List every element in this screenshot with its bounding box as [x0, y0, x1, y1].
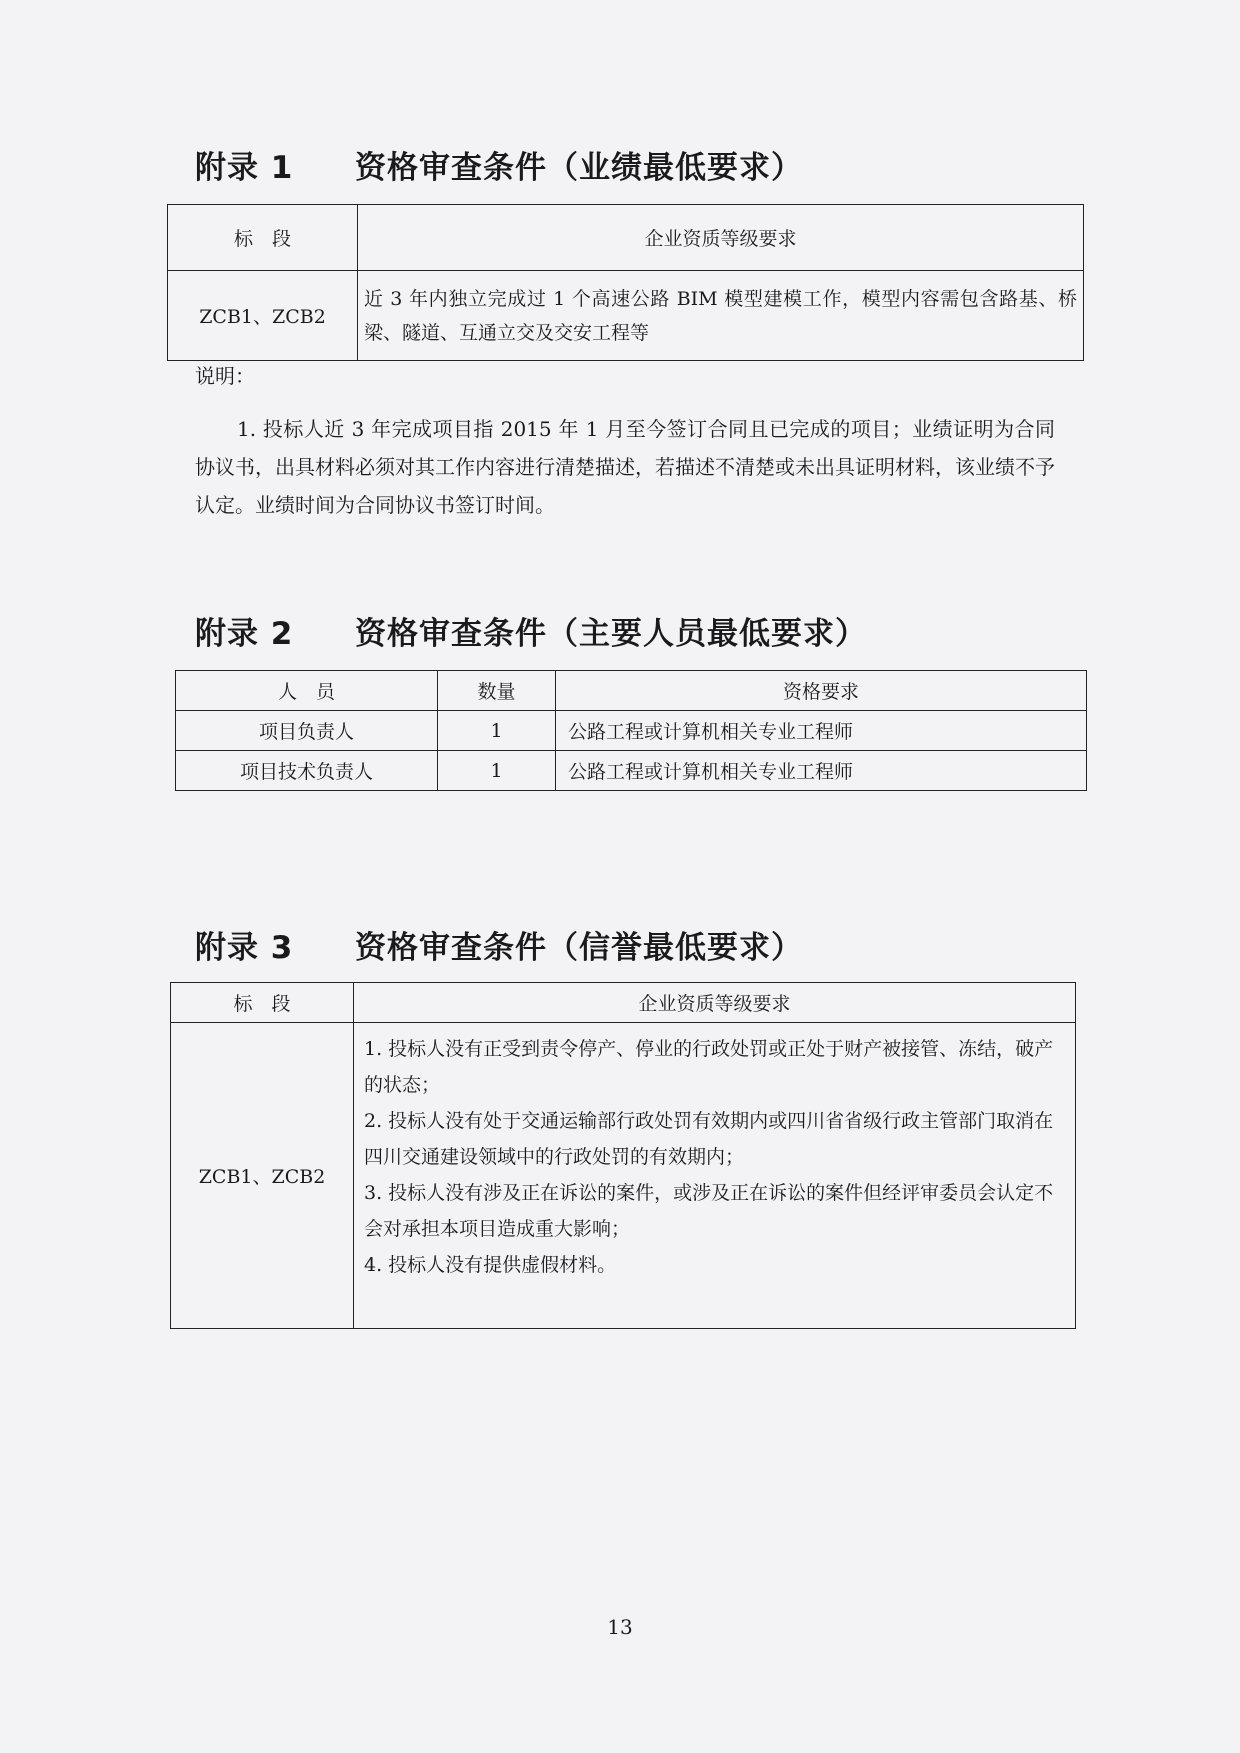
- appendix1-heading: [195, 142, 803, 187]
- list-item: 4. 投标人没有提供虚假材料。: [364, 1254, 617, 1276]
- table-row: [168, 271, 1084, 361]
- appendix3-col2-header: 企业资质等级要求: [354, 983, 1076, 1023]
- appendix2-row2-requirement: 公路工程或计算机相关专业工程师: [556, 751, 1087, 791]
- appendix3-table: [170, 982, 1076, 1329]
- appendix2-number: 附录 2: [195, 616, 294, 652]
- list-item: 1. 投标人没有正受到责令停产、停业的行政处罚或正处于财产被接管、冻结，破产的状态；: [364, 1038, 1054, 1096]
- appendix2-title: 资格审查条件（主要人员最低要求）: [355, 616, 867, 652]
- list-item: 2. 投标人没有处于交通运输部行政处罚有效期内或四川省省级行政主管部门取消在四川交通建设领域中的行政处罚的有效期内；: [364, 1110, 1054, 1168]
- page-number: 13: [607, 1615, 633, 1639]
- table-row: [168, 205, 1084, 271]
- appendix1-note-text: 1. 投标人近 3 年完成项目指 2015 年 1 月至今签订合同且已完成的项目；业绩证明为合同协议书，出具材料必须对其工作内容进行清楚描述，若描述不清楚或未出具证明材料，该业绩不予认定。业绩时间为合同协议书签订时间。: [195, 417, 1055, 517]
- list-item: 3. 投标人没有涉及正在诉讼的案件，或涉及正在诉讼的案件但经评审委员会认定不会对承担本项目造成重大影响；: [364, 1182, 1054, 1240]
- table-row: [171, 983, 1076, 1023]
- appendix3-heading: [195, 922, 803, 967]
- appendix1-col2-header: 企业资质等级要求: [358, 205, 1084, 271]
- appendix1-section-cell: ZCB1、ZCB2: [168, 271, 358, 361]
- appendix2-row2-role: 项目技术负责人: [176, 751, 438, 791]
- appendix1-table: [167, 204, 1084, 361]
- appendix2-header-requirement: 资格要求: [556, 671, 1087, 711]
- appendix2-header-count: 数量: [438, 671, 556, 711]
- appendix2-table: [175, 670, 1087, 791]
- appendix3-title: 资格审查条件（信誉最低要求）: [355, 930, 803, 966]
- appendix1-requirement-cell: 近 3 年内独立完成过 1 个高速公路 BIM 模型建模工作，模型内容需包含路基、桥梁、隧道、互通立交及交安工程等: [358, 271, 1084, 361]
- appendix1-col1-header: 标 段: [168, 205, 358, 271]
- appendix2-row1-count: 1: [438, 711, 556, 751]
- table-row: [171, 1023, 1076, 1329]
- appendix2-row2-count: 1: [438, 751, 556, 791]
- appendix1-title: 资格审查条件（业绩最低要求）: [355, 150, 803, 186]
- table-row: [176, 711, 1087, 751]
- table-row: [176, 671, 1087, 711]
- appendix1-number: 附录 1: [195, 150, 294, 186]
- appendix3-section-cell: ZCB1、ZCB2: [171, 1023, 354, 1329]
- appendix3-col1-header: 标 段: [171, 983, 354, 1023]
- appendix2-heading: [195, 608, 867, 653]
- appendix2-header-role: 人 员: [176, 671, 438, 711]
- appendix2-row1-requirement: 公路工程或计算机相关专业工程师: [556, 711, 1087, 751]
- table-row: [176, 751, 1087, 791]
- appendix2-row1-role: 项目负责人: [176, 711, 438, 751]
- appendix3-number: 附录 3: [195, 930, 294, 966]
- appendix1-note-label: 说明：: [195, 364, 255, 388]
- appendix3-requirement-cell: [354, 1023, 1076, 1329]
